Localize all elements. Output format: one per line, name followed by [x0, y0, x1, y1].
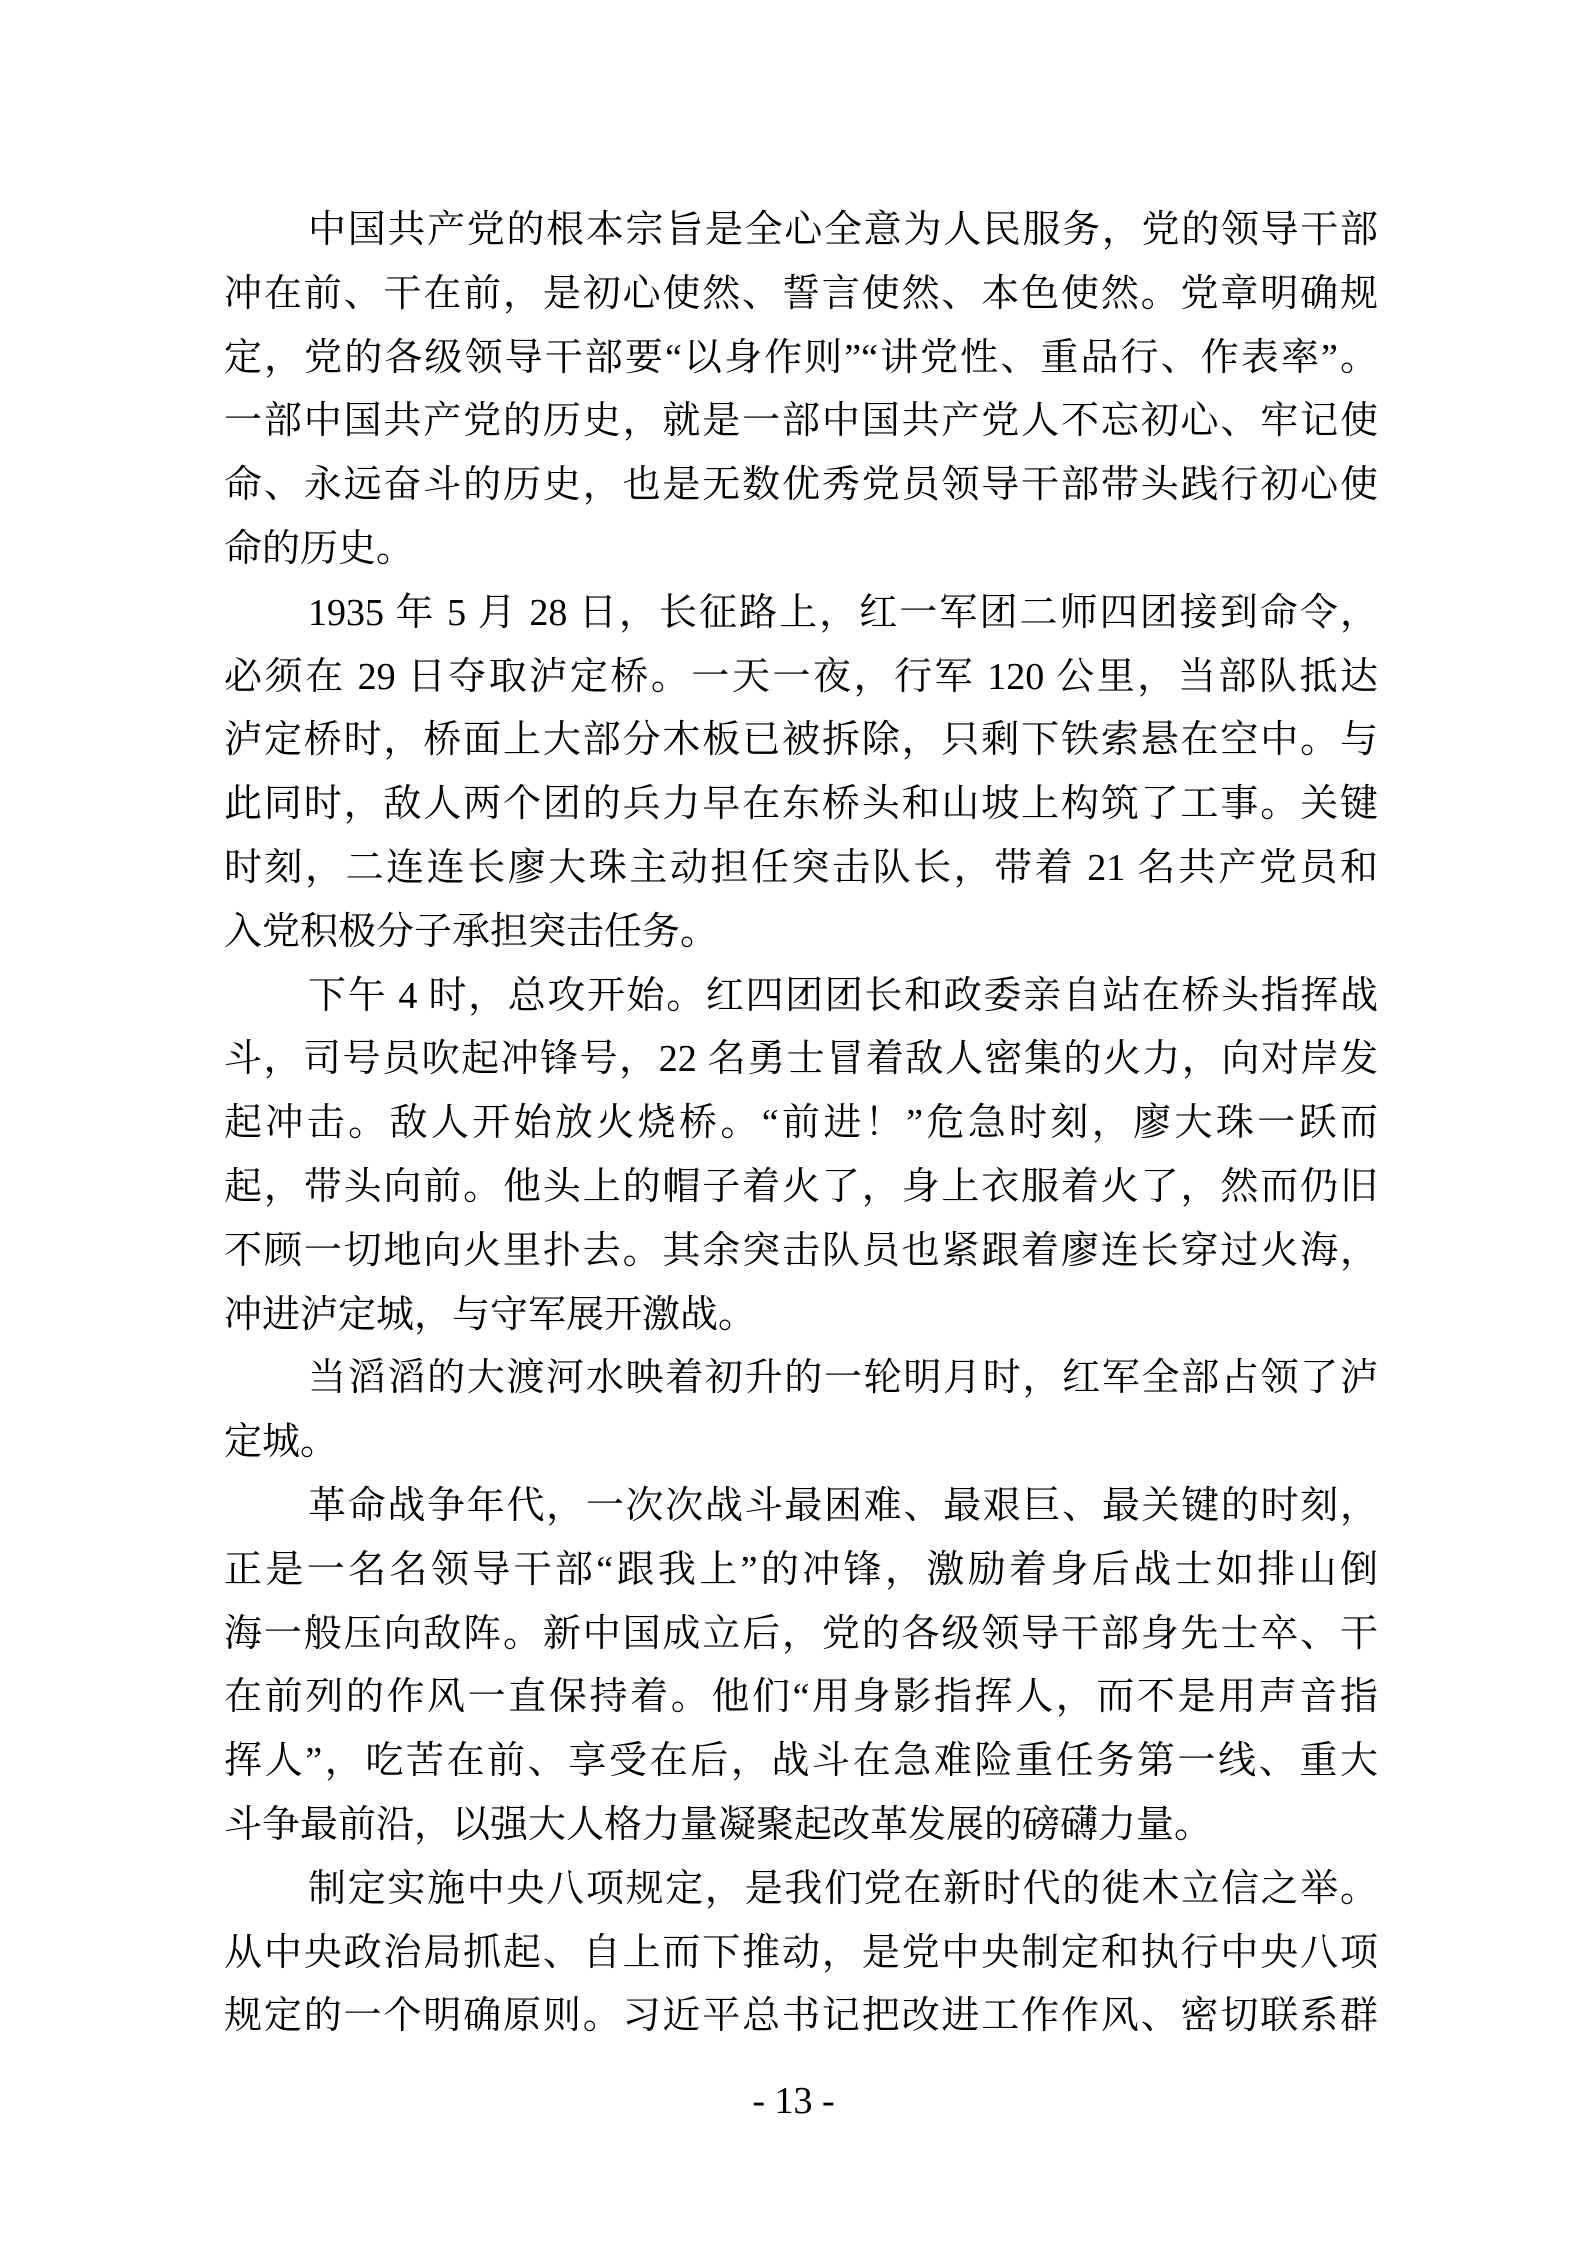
text-line: 起冲击。敌人开始放火烧桥。“前进！”危急时刻，廖大珠一跃而	[224, 1102, 1378, 1145]
text-line: 中国共产党的根本宗旨是全心全意为人民服务，党的领导干部	[308, 209, 1378, 251]
text-line: 1935 年 5 月 28 日，长征路上，红一军团二师四团接到命令，	[308, 591, 1378, 634]
text-line: 命、永远奋斗的历史，也是无数优秀党员领导干部带头践行初心使	[224, 464, 1378, 507]
text-line: 斗，司号员吹起冲锋号，22 名勇士冒着敌人密集的火力，向对岸发	[224, 1038, 1378, 1081]
paragraph	[224, 582, 1378, 965]
text-block	[224, 199, 1378, 2049]
text-line: 定，党的各级领导干部要“以身作则”“讲党性、重品行、作表率”。	[224, 336, 1378, 379]
text-line: 海一般压向敌阵。新中国成立后，党的各级领导干部身先士卒、干	[224, 1612, 1378, 1655]
text-line: 革命战争年代，一次次战斗最困难、最艰巨、最关键的时刻，	[308, 1484, 1378, 1527]
page-number: - 13 -	[752, 2080, 835, 2122]
text-line: 此同时，敌人两个团的兵力早在东桥头和山坡上构筑了工事。关键	[224, 783, 1378, 826]
text-line: 当滔滔的大渡河水映着初升的一轮明月时，红军全部占领了泸	[308, 1357, 1378, 1400]
paragraph	[224, 1475, 1378, 1858]
text-line: 一部中国共产党的历史，就是一部中国共产党人不忘初心、牢记使	[224, 400, 1378, 443]
text-line: 制定实施中央八项规定，是我们党在新时代的徙木立信之举。	[308, 1867, 1378, 1910]
text-line: 冲进泸定城，与守军展开激战。	[224, 1293, 757, 1336]
text-line: 泸定桥时，桥面上大部分木板已被拆除，只剩下铁索悬在空中。与	[224, 719, 1378, 762]
text-line: 斗争最前沿，以强大人格力量凝聚起改革发展的磅礴力量。	[224, 1803, 1213, 1846]
text-line: 下午 4 时，总攻开始。红四团团长和政委亲自站在桥头指挥战	[308, 974, 1378, 1017]
paragraph	[224, 199, 1378, 582]
text-line: 时刻，二连连长廖大珠主动担任突击队长，带着 21 名共产党员和	[224, 846, 1378, 889]
text-line: 定城。	[224, 1421, 339, 1464]
text-line: 必须在 29 日夺取泸定桥。一天一夜，行军 120 公里，当部队抵达	[224, 655, 1378, 698]
text-line: 规定的一个明确原则。习近平总书记把改进工作作风、密切联系群	[224, 1995, 1378, 2038]
text-line: 冲在前、干在前，是初心使然、誓言使然、本色使然。党章明确规	[224, 272, 1378, 315]
text-line: 在前列的作风一直保持着。他们“用身影指挥人，而不是用声音指	[224, 1676, 1378, 1719]
paragraph	[224, 1858, 1378, 2049]
paragraph	[224, 965, 1378, 1348]
text-line: 命的历史。	[224, 527, 415, 570]
text-line: 正是一名名领导干部“跟我上”的冲锋，激励着身后战士如排山倒	[224, 1548, 1378, 1591]
text-line: 从中央政治局抓起、自上而下推动，是党中央制定和执行中央八项	[224, 1931, 1378, 1974]
text-line: 挥人”，吃苦在前、享受在后，战斗在急难险重任务第一线、重大	[224, 1740, 1378, 1783]
text-line: 不顾一切地向火里扑去。其余突击队员也紧跟着廖连长穿过火海，	[224, 1229, 1378, 1272]
paragraph	[224, 1347, 1378, 1475]
text-line: 入党积极分子承担突击任务。	[224, 910, 719, 953]
text-line: 起，带头向前。他头上的帽子着火了，身上衣服着火了，然而仍旧	[224, 1165, 1378, 1208]
